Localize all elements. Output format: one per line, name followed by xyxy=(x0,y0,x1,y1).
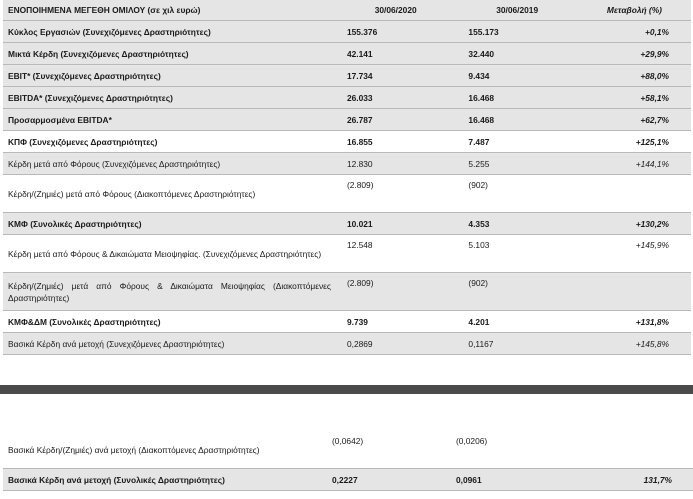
table-row xyxy=(3,65,691,87)
row-label: Μικτά Κέρδη (Συνεχιζόμενες Δραστηριότητες) xyxy=(3,43,335,65)
value-2020: 26.033 xyxy=(335,87,456,109)
row-label: Κέρδη/(Ζημιές) μετά από Φόρους & Δικαιώματα Μειοψηφίας (Διακοπτόμενες Δραστηριότητες) xyxy=(3,273,335,311)
value-change: +145,8% xyxy=(578,333,691,355)
value-change: +0,1% xyxy=(578,21,691,43)
table-row xyxy=(3,43,691,65)
value-2019: 16.468 xyxy=(456,109,577,131)
value-change: +145,9% xyxy=(578,235,691,273)
table-row xyxy=(3,175,691,213)
table-row xyxy=(3,213,691,235)
table-row xyxy=(3,235,691,273)
value-2019: (0,0206) xyxy=(444,431,568,469)
value-change: +125,1% xyxy=(578,131,691,153)
value-2020: 10.021 xyxy=(335,213,456,235)
value-2020: 12.830 xyxy=(335,153,456,175)
row-label: Βασικά Κέρδη/(Ζημιές) ανά μετοχή (Διακοπτόμενες Δραστηριότητες) xyxy=(3,431,320,469)
value-2019: 5.255 xyxy=(456,153,577,175)
value-2020: 0,2227 xyxy=(320,469,444,491)
table-row xyxy=(3,311,691,333)
value-2019: 155.173 xyxy=(456,21,577,43)
value-change xyxy=(578,273,691,311)
row-label: Προσαρμοσμένα EBITDA* xyxy=(3,109,335,131)
header-change: Μεταβολή (%) xyxy=(578,0,691,21)
row-label: ΚΠΦ (Συνεχιζόμενες Δραστηριότητες) xyxy=(3,131,335,153)
row-label: ΚΜΦ (Συνολικές Δραστηριότητες) xyxy=(3,213,335,235)
row-label: Κέρδη μετά από Φόρους & Δικαιώματα Μειοψηφίας. (Συνεχιζόμενες Δραστηριότητες) xyxy=(3,235,335,273)
value-2020: (2.809) xyxy=(335,175,456,213)
row-label: Βασικά Κέρδη ανά μετοχή (Συνολικές Δραστηριότητες) xyxy=(3,469,320,491)
value-2019: 4.201 xyxy=(456,311,577,333)
value-change: +29,9% xyxy=(578,43,691,65)
value-2019: 7.487 xyxy=(456,131,577,153)
value-2019: 5.103 xyxy=(456,235,577,273)
table-row xyxy=(3,109,691,131)
table-row xyxy=(3,333,691,355)
value-change: +131,8% xyxy=(578,311,691,333)
value-2019: (902) xyxy=(456,273,577,311)
header-2020: 30/06/2020 xyxy=(335,0,456,21)
table-row xyxy=(3,153,691,175)
page-break-bar xyxy=(0,385,693,394)
row-label: Κέρδη/(Ζημιές) μετά από Φόρους (Διακοπτόμενες Δραστηριότητες) xyxy=(3,175,335,213)
value-change: +58,1% xyxy=(578,87,691,109)
value-2019: 16.468 xyxy=(456,87,577,109)
value-2020: 17.734 xyxy=(335,65,456,87)
value-2019: 32.440 xyxy=(456,43,577,65)
value-change: +88,0% xyxy=(578,65,691,87)
value-change xyxy=(568,431,693,469)
row-label: Κύκλος Εργασιών (Συνεχιζόμενες Δραστηριότητες) xyxy=(3,21,335,43)
header-2019: 30/06/2019 xyxy=(456,0,577,21)
value-2020: 0,2869 xyxy=(335,333,456,355)
row-label: Βασικά Κέρδη ανά μετοχή (Συνεχιζόμενες Δραστηριότητες) xyxy=(3,333,335,355)
value-change: 131,7% xyxy=(568,469,693,491)
value-2019: 4.353 xyxy=(456,213,577,235)
header-label: ΕΝΟΠΟΙΗΜΕΝΑ ΜΕΓΕΘΗ ΟΜΙΛΟΥ (σε χιλ ευρώ) xyxy=(3,0,335,21)
row-label: EBITDA* (Συνεχιζόμενες Δραστηριότητες) xyxy=(3,87,335,109)
value-2019: 9.434 xyxy=(456,65,577,87)
value-2020: 42.141 xyxy=(335,43,456,65)
value-2020: 9.739 xyxy=(335,311,456,333)
value-2019: 0,1167 xyxy=(456,333,577,355)
value-change: +62,7% xyxy=(578,109,691,131)
table-row xyxy=(3,431,693,469)
financial-table-bottom xyxy=(3,431,693,491)
table-row xyxy=(3,469,693,491)
table-row xyxy=(3,21,691,43)
value-2020: 26.787 xyxy=(335,109,456,131)
value-2019: (902) xyxy=(456,175,577,213)
page-break-gap xyxy=(0,394,693,402)
value-2020: (0,0642) xyxy=(320,431,444,469)
value-2020: 155.376 xyxy=(335,21,456,43)
table-header-row xyxy=(3,0,691,21)
table-row xyxy=(3,87,691,109)
row-label: Κέρδη μετά από Φόρους (Συνεχιζόμενες Δραστηριότητες) xyxy=(3,153,335,175)
value-2020: (2.809) xyxy=(335,273,456,311)
table-row xyxy=(3,131,691,153)
row-label: EBIT* (Συνεχιζόμενες Δραστηριότητες) xyxy=(3,65,335,87)
value-change: +144,1% xyxy=(578,153,691,175)
table-row xyxy=(3,273,691,311)
row-label: ΚΜΦ&ΔΜ (Συνολικές Δραστηριότητες) xyxy=(3,311,335,333)
value-change: +130,2% xyxy=(578,213,691,235)
financial-table-top xyxy=(3,0,691,355)
value-2020: 12.548 xyxy=(335,235,456,273)
value-change xyxy=(578,175,691,213)
value-2019: 0,0961 xyxy=(444,469,568,491)
value-2020: 16.855 xyxy=(335,131,456,153)
